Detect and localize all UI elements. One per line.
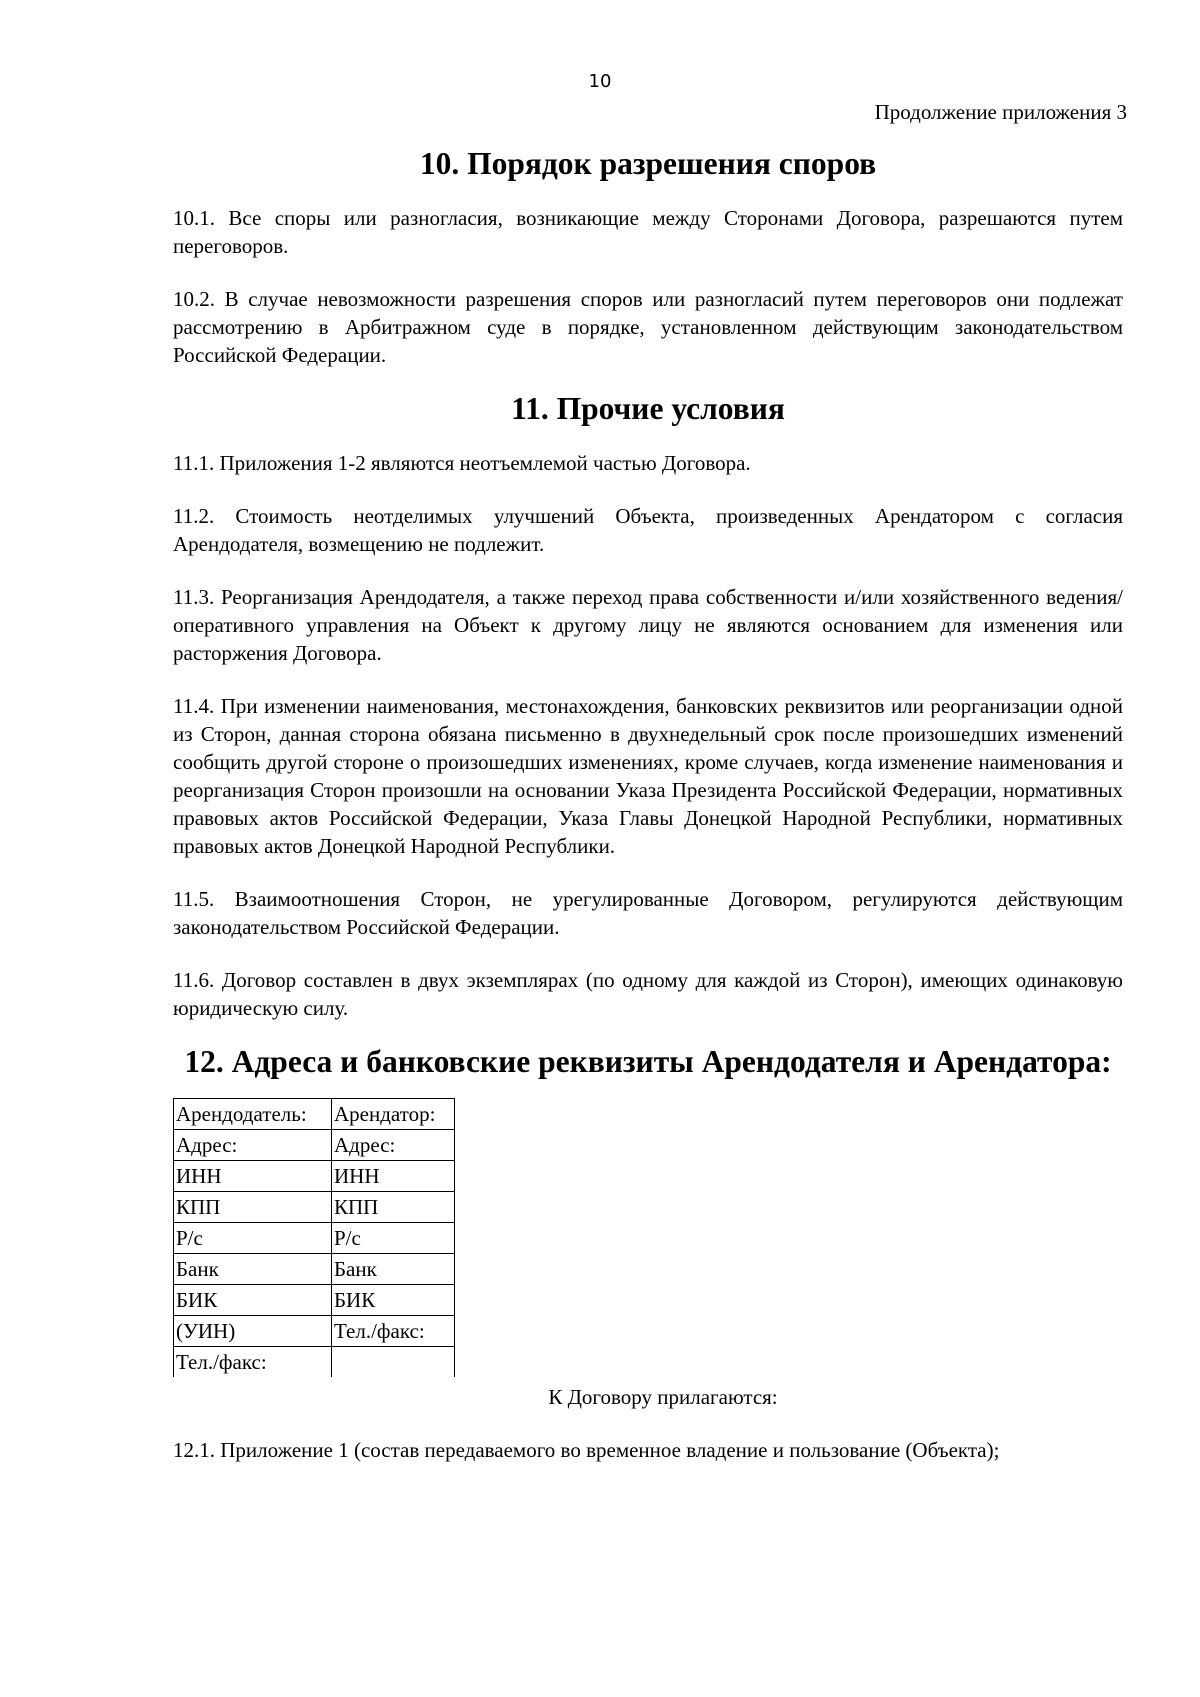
lessee-cell: ИНН [332, 1161, 455, 1192]
clause-10-2: 10.2. В случае невозможности разрешения споров или разногласий путем переговоров они подлежат рассмотрению в Арбитражном суде в порядке, установленном действующим законодательством Российской Федерации. [173, 287, 1123, 367]
lessee-cell: Тел./факс: [332, 1316, 455, 1347]
lessor-cell: ИНН [174, 1161, 332, 1192]
table-row [174, 1161, 455, 1192]
attachments-label: К Договору прилагаются: [548, 1385, 778, 1409]
table-row [174, 1285, 455, 1316]
table-row [174, 1192, 455, 1223]
clause-11-1: 11.1. Приложения 1-2 являются неотъемлемой частью Договора. [173, 451, 751, 475]
clause-11-4: 11.4. При изменении наименования, местонахождения, банковских реквизитов или реорганизации одной из Сторон, данная сторона обязана письменно в двухнедельный срок после произошедших изменений сообщить другой стороне о произошедших изменениях, кроме случаев, когда изменение наименования и реорганизация Сторон произошли на основании Указа Президента Российской Федерации, нормативных правовых актов Российской Федерации, Указа Главы Донецкой Народной Республики, нормативных правовых актов Донецкой Народной Республики. [173, 694, 1123, 858]
table-row [174, 1254, 455, 1285]
table-row [174, 1316, 455, 1347]
lessee-cell: КПП [332, 1192, 455, 1223]
lessor-cell: Банк [174, 1254, 332, 1285]
lessee-cell: Адрес: [332, 1130, 455, 1161]
table-row [174, 1223, 455, 1254]
document-body [173, 146, 1123, 1464]
lessee-cell: БИК [332, 1285, 455, 1316]
continuation-label: Продолжение приложения 3 [874, 100, 1127, 124]
section-10-heading: 10. Порядок разрешения споров [419, 146, 877, 181]
table-row [174, 1130, 455, 1161]
table-row [174, 1347, 455, 1378]
lessee-cell: Арендатор: [332, 1099, 455, 1130]
lessee-cell: Р/с [332, 1223, 455, 1254]
clause-11-5: 11.5. Взаимоотношения Сторон, не урегулированные Договором, регулируются действующим законодательством Российской Федерации. [173, 887, 1123, 939]
section-12-heading: 12. Адреса и банковские реквизиты Арендодателя и Арендатора: [184, 1044, 1112, 1079]
clause-10-1: 10.1. Все споры или разногласия, возникающие между Сторонами Договора, разрешаются путем переговоров. [173, 206, 1123, 258]
table-row [174, 1099, 455, 1130]
clause-11-3: 11.3. Реорганизация Арендодателя, а также переход права собственности и/или хозяйственного ведения/оперативного управления на Объект к другому лицу не являются основанием для изменения или расторжения Договора. [173, 585, 1123, 665]
requisites-table [173, 1098, 455, 1377]
clause-11-6: 11.6. Договор составлен в двух экземплярах (по одному для каждой из Сторон), имеющих одинаковую юридическую силу. [173, 968, 1123, 1020]
lessor-cell: Адрес: [174, 1130, 332, 1161]
lessee-cell: Банк [332, 1254, 455, 1285]
lessor-cell: Тел./факс: [174, 1347, 332, 1378]
section-11-heading: 11. Прочие условия [511, 391, 785, 426]
lessee-cell [332, 1347, 455, 1378]
clause-12-1: 12.1. Приложение 1 (состав передаваемого во временное владение и пользование (Объекта); [173, 1438, 1000, 1462]
lessor-cell: Р/с [174, 1223, 332, 1254]
clause-11-2: 11.2. Стоимость неотделимых улучшений Объекта, произведенных Арендатором с согласия Арендодателя, возмещению не подлежит. [173, 504, 1123, 556]
lessor-cell: БИК [174, 1285, 332, 1316]
lessor-cell: (УИН) [174, 1316, 332, 1347]
lessor-cell: КПП [174, 1192, 332, 1223]
page-number: 10 [588, 71, 612, 92]
lessor-cell: Арендодатель: [174, 1099, 332, 1130]
